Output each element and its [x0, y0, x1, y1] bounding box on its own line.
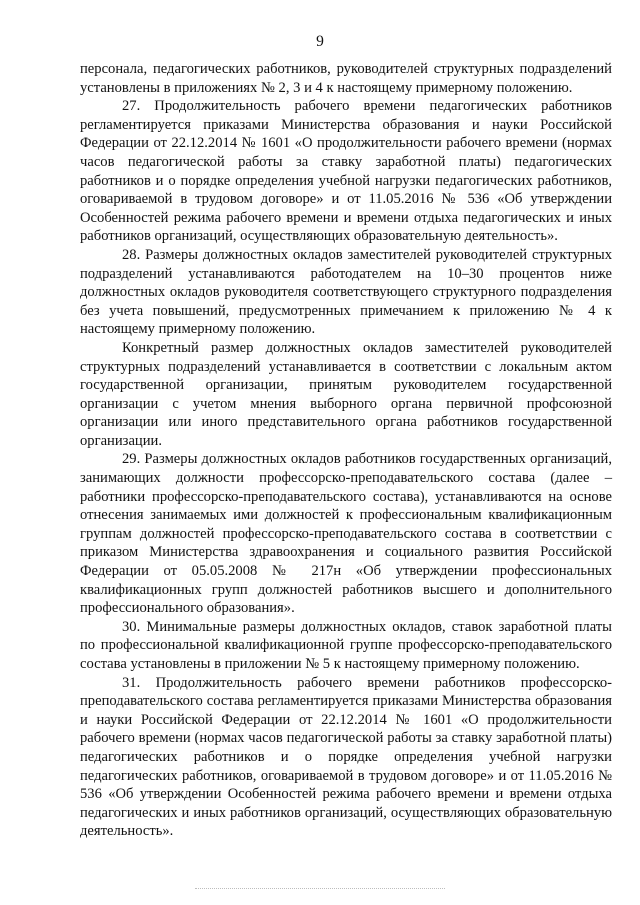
- page-number: 9: [316, 33, 324, 50]
- paragraph-item-27: 27. Продолжительность рабочего времени педагогических работников регламентируется приказами Министерства образования и науки Российской Федерации от 22.12.2014 № 1601 «О продолжительности рабочего времени (нормах часов педагогической работы за ставку заработной платы) педагогических работников и о порядке определения учебной нагрузки педагогических работников, оговариваемой в трудовом договоре» и от 11.05.2016 № 536 «Об утверждении Особенностей режима рабочего времени и времени отдыха педагогических и иных работников организаций, осуществляющих образовательную деятельность».: [80, 98, 612, 245]
- paragraph-item-30: 30. Минимальные размеры должностных окладов, ставок заработной платы по профессиональной квалификационной группе профессорско-преподавательского состава установлены в приложении № 5 к настоящему примерному положению.: [80, 618, 612, 672]
- scan-edge-mark: [195, 888, 445, 889]
- document-body: [80, 60, 612, 841]
- paragraph-item-29: 29. Размеры должностных окладов работников государственных организаций, занимающих должности профессорско-преподавательского состава (далее – работники профессорско-преподавательского состава), устанавливаются на основе отнесения занимаемых ими должностей к профессиональным квалификационным группам должностей профессорско-преподавательского состава в соответствии с приказом Министерства здравоохранения и социального развития Российской Федерации от 05.05.2008 № 217н «Об утверждении профессиональных квалификационных групп должностей работников высшего и дополнительного профессионального образования».: [80, 451, 612, 617]
- paragraph-continuation: персонала, педагогических работников, руководителей структурных подразделений установлены в приложениях № 2, 3 и 4 к настоящему примерному положению.: [80, 61, 612, 96]
- paragraph-item-28: 28. Размеры должностных окладов заместителей руководителей структурных подразделений устанавливаются работодателем на 10–30 процентов ниже должностных окладов руководителя соответствующего структурного подразделения без учета повышений, предусмотренных примечанием к приложению № 4 к настоящему примерному положению.: [80, 246, 612, 338]
- paragraph-item-31: 31. Продолжительность рабочего времени работников профессорско-преподавательского состава регламентируется приказами Министерства образования и науки Российской Федерации от 22.12.2014 № 1601 «О продолжительности рабочего времени (нормах часов педагогической работы за ставку заработной платы) педагогических работников и о порядке определения учебной нагрузки педагогических работников, оговариваемой в трудовом договоре» и от 11.05.2016 № 536 «Об утверждении Особенностей режима рабочего времени и времени отдыха педагогических и иных работников организаций, осуществляющих образовательную деятельность».: [80, 674, 612, 840]
- paragraph-item-28-continued: Конкретный размер должностных окладов заместителей руководителей структурных подразделений устанавливается в соответствии с локальным актом государственной организации, принятым руководителем государственной организации с учетом мнения выборного органа первичной профсоюзной организации или иного представительного органа работников государственной организации.: [80, 339, 612, 449]
